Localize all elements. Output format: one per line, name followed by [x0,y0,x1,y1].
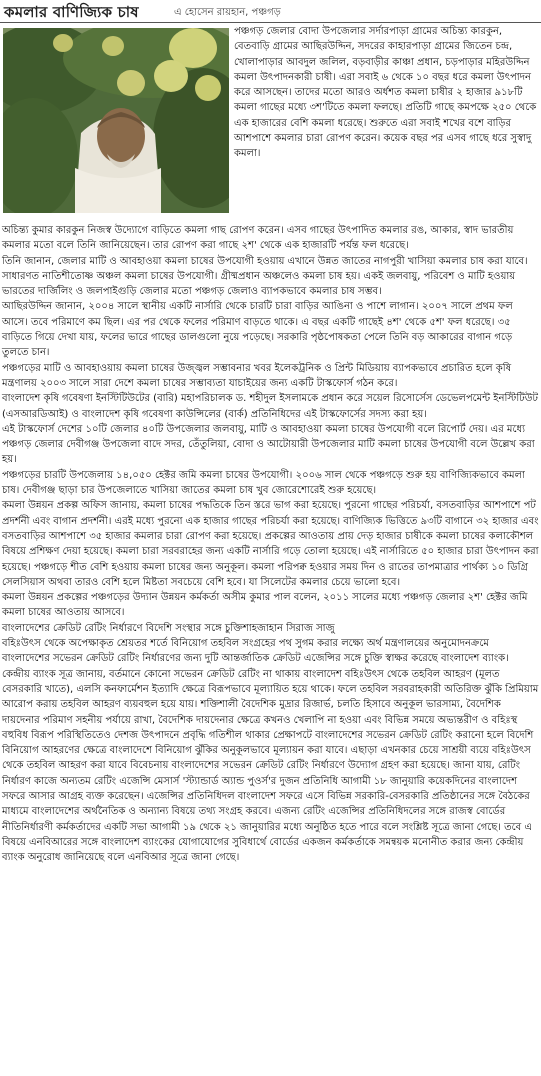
body-paragraph: তিনি জানান, জেলার মাটি ও আবহাওয়া কমলা চাষের উপযোগী হওয়ায় এখানে উন্নত জাতের নাগপুরী খাসিয়া কমলার চাষ করা যাবে। সাধারণত নাতিশীতোষ্ণ অঞ্চল কমলা চাষের উপযোগী। গ্রীষ্মপ্রধান অঞ্চলেও কমলা চাষ হয়। একই জলবায়ু, পরিবেশ ও মাটি হওয়ায় ভারতের দার্জিলিং ও জলপাইগুড়ি জেলার মতো পঞ্চগড় জেলাও ব্যাপকভাবে কমলার চাষ সম্ভব। [2,255,528,298]
body-paragraph: বহিঃউৎস থেকে অপেক্ষাকৃত শ্রেয়তর শর্তে বিনিয়োগ তহবিল সংগ্রহের পথ সুগম করার লক্ষ্যে অর্থ মন্ত্রণালয়ের অনুমোদনক্রমে বাংলাদেশের সভেরন ক্রেডিট রেটিং নির্ধারণের জন্য দুটি আন্তর্জাতিক ক্রেডিট এজেন্সির সঙ্গে চুক্তি স্বাক্ষর করেছে বাংলাদেশ ব্যাংক। কেন্দ্রীয় ব্যাংক সূত্র জানায়, বর্তমানে কোনো সভেরন ক্রেডিট রেটিং না থাকায় বাংলাদেশ বহিঃউৎস থেকে তহবিল আহরণ (মূলত বেসরকারি খাতে), এলসি কনফার্মেশন ইত্যাদি ক্ষেত্রে বিরূপভাবে মূল্যায়িত হয়ে থাকে। ফলে তহবিল সরবরাহকারী অতিরিক্ত ঝুঁকি প্রিমিয়াম আরোপ করায় তহবিল আহরণ ব্যয়বহুল হয়ে যায়। শক্তিশালী বৈদেশিক মুদ্রার রিজার্ভ, চলতি হিসাবে অনুকূল ভারসাম্য, বৈদেশিক দায়দেনার পরিমাণ সহনীয় পর্যায়ে রাখা, বৈদেশিক দায়দেনার ক্ষেত্রে কখনও খেলাপি না হওয়া এবং বিভিন্ন সময়ে অভ্যন্তরীণ ও বহিঃস্থ বহুবিধ বিরূপ পরিস্থিতিতেও দেশজ উৎপাদনে প্রবৃদ্ধি গতিশীল থাকার প্রেক্ষাপটে বাংলাদেশের সভেরন ক্রেডিট রেটিং করানো হলে বিদেশি বিনিয়োগ আহরণের ক্ষেত্রে বাংলাদেশে বিনিয়োগ ঝুঁকির অনুকূলভাবে মূল্যায়ন করা যাবে। এছাড়া এখনকার চেয়ে সাশ্রয়ী ব্যয়ে বহিঃউৎস থেকে তহবিল আহরণ করা যাবে বিবেচনায় বাংলাদেশের সভেরন ক্রেডিট রেটিং নির্ধারণে উদ্যোগ গ্রহণ করা হয়েছে। জানা যায়, রেটিং নির্ধারণ কাজে অন্যতম রেটিং এজেন্সি মেসার্স 'স্ট্যান্ডার্ড অ্যান্ড পুওর্স'র দুজন প্রতিনিধি আগামী ১৮ জানুয়ারি কয়েকদিনের বাংলাদেশ সফরে আসার আগ্রহ ব্যক্ত করেছেন। এজেন্সির প্রতিনিধিদল বাংলাদেশ সফরে এসে বিভিন্ন সরকারি-বেসরকারি প্রতিষ্ঠানের সঙ্গে বৈঠকের মাধ্যমে বাংলাদেশের অর্থনৈতিক ও অন্যান্য বিষয়ে তথ্য সংগ্রহ করবে। এজন্য রেটিং এজেন্সির প্রতিনিধিদলের সঙ্গে রাজস্ব বোর্ডের নীতিনির্ধারণী কর্মকর্তাদের একটি সভা আগামী ১৯ থেকে ২১ জানুয়ারির মধ্যে অনুষ্ঠিত হতে পারে বলে সংশ্লিষ্ট সূত্রে জানা গেছে। তবে এ বিষয়ে এনবিআরের সঙ্গে বাংলাদেশ ব্যাংকের যোগাযোগের সুবিধার্থে বোর্ডের একজন কর্মকর্তাকে সমন্বয়ক মনোনীত করার জন্য কেন্দ্রীয় ব্যাংক অনুরোধ জানিয়েছে বলে এনবিআর সূত্রে জানা গেছে। [2,638,539,864]
second-article-headline: বাংলাদেশের ক্রেডিট রেটিং নির্ধারণে বিদেশি সংস্থার সঙ্গে চুক্তিশাহজাহান সিরাজ সাজু [2,622,335,634]
orange-tree-farmer-photo [3,28,229,213]
body-paragraph: এই টাস্কফোর্স দেশের ১০টি জেলার ৪০টি উপজেলার জলবায়ু, মাটি ও আবহাওয়া কমলা চাষের উপযোগী বলে রিপোর্ট দেয়। এর মধ্যে পঞ্চগড় জেলার দেবীগঞ্জ উপজেলা বাদে সদর, তেঁতুলিয়া, বোদা ও আটোয়ারী উপজেলার মাটি কমলা চাষের উপযোগী বলে উল্লেখ করা হয়। [2,423,535,466]
intro-text-column [234,24,539,162]
body-paragraph: কমলা উন্নয়ন প্রকল্প অফিস জানায়, কমলা চাষের পদ্ধতিকে তিন স্তরে ভাগ করা হয়েছে। পুরনো গাছের পরিচর্যা, বসতবাড়ির আশপাশে পট প্রদর্শনী এবং বাগান প্রদর্শনী। এরই মধ্যে পুরনো এক হাজার গাছের পরিচর্যা করা হয়েছে। বাণিজ্যিক ভিত্তিতে ৯৩টি বাগানে ৩২ হাজার এবং বসতবাড়ির আশপাশে ৩৫ হাজার কমলার চারা রোপণ করা হয়েছে। প্রকল্পের আওতায় প্রায় দেড় হাজার চাষীকে কমলা চাষের কলাকৌশল বিষয়ে প্রশিক্ষণ দেয়া হয়েছে। কমলা চারা সরবরাহের জন্য একটি নার্সারি গড়ে তোলা হয়েছে। এই নার্সারিতে ৫০ হাজার চারা উৎপাদন করা হয়েছে। পঞ্চগড়ে শীত বেশি হওয়ায় কমলা চাষের জন্য অনুকূল। কমলা পরিপক্ব হওয়ার সময় দিন ও রাতের তাপমাত্রার পার্থক্য ১০ ডিগ্রি সেলসিয়াস অথবা তারও বেশি হলে মিষ্টতা সবচেয়ে বেশি হবে। যা সিলেটের কমলার চেয়ে ভালো হবে। [2,500,539,588]
body-paragraph: কমলা উন্নয়ন প্রকল্পের পঞ্চগড়ের উদ্যান উন্নয়ন কর্মকর্তা অসীম কুমার পাল বলেন, ২০১১ সালের মধ্যে পঞ্চগড় জেলার ২শ' হেক্টর জমি কমলা চাষের আওতায় আসবে। [2,592,528,619]
article-body [2,223,539,865]
article-header [0,0,541,23]
body-paragraph: অচিন্ত্য কুমার কারকুন নিজস্ব উদ্যোগে বাড়িতে কমলা গাছ রোপণ করেন। এসব গাছের উৎপাদিত কমলার রঙ, আকার, স্বাদ ভারতীয় কমলার মতো বলে তিনি জানিয়েছেন। তার রোপণ করা গাছে ২শ' থেকে এক হাজারটি পর্যন্ত ফল ধরেছে। [2,225,514,252]
body-paragraph: পঞ্চগড়ের মাটি ও আবহাওয়ায় কমলা চাষের উজ্জ্বল সম্ভাবনার খবর ইলেকট্রনিক ও প্রিন্ট মিডিয়ায় ব্যাপকভাবে প্রচারিত হলে কৃষি মন্ত্রণালয় ২০০৩ সালে সারা দেশে কমলা চাষের সম্ভাব্যতা যাচাইয়ের জন্য একটি টাস্কফোর্স গঠন করে। [2,362,512,389]
body-paragraph: আছিরউদ্দিন জানান, ২০০৪ সালে স্থানীয় একটি নার্সারি থেকে চারটি চারা বাড়ির আঙিনা ও পাশে লাগান। ২০০৭ সালে প্রথম ফল আসে। তবে পরিমাণে কম ছিল। এর পর থেকে ফলের পরিমাণ বাড়তে থাকে। এ বছর একটি গাছেই ৪শ' থেকে ৫শ' ফল ধরেছে। ৩৫ বাড়িতে গিয়ে দেখা যায়, ফলের ভারে গাছের ডালগুলো নুয়ে পড়েছে। সরকারি পৃষ্ঠপোষকতা পেলে তিনি বড় আকারের বাগান গড়ে তুলতে চান। [2,301,513,359]
article-byline: এ হোসেন রায়হান, পঞ্চগড় [174,7,281,18]
article-title: কমলার বাণিজ্যিক চাষ [4,3,139,21]
body-paragraph: বাংলাদেশ কৃষি গবেষণা ইনস্টিটিউটের (বারি) মহাপরিচালক ড. শহীদুল ইসলামকে প্রধান করে সয়েল রিসোর্সেস ডেভেলপমেন্ট ইনস্টিটিউট (এসআরডিআই) ও বাংলাদেশ কৃষি গবেষণা কাউন্সিলের (বার্ক) প্রতিনিধিদের এই টাস্কফোর্সের সদস্য করা হয়। [2,393,538,420]
body-paragraph: পঞ্চগড়ের চারটি উপজেলায় ১৪,০৫০ হেক্টর জমি কমলা চাষের উপযোগী। ২০০৬ সাল থেকে পঞ্চগড়ে শুরু হয় বাণিজ্যিকভাবে কমলা চাষ। দেবীগঞ্জ ছাড়া চার উপজেলাতে খাসিয়া জাতের কমলা চাষ খুব জোরেশোরেই শুরু হয়েছে। [2,469,525,497]
intro-paragraph: পঞ্চগড় জেলার বোদা উপজেলার সর্দারপাড়া গ্রামের অচিন্ত্য কারকুন, বেতবাড়ি গ্রামের আছিরউদ্দিন, সদরের কাহারপাড়া গ্রামের জিতেন চন্দ্র, খোলাপাড়ার আবদুল জলিল, বড়বাড়ীর কাঞ্চা প্রধান, চড়পাড়ার মহিরউদ্দিন কমলা উৎপাদনকারী চাষী। এরা সবাই ৬ থেকে ১০ বছর ধরে কমলা উৎপাদন করে আসছেন। তাদের মতো আরও অর্ধশত কমলা চাষীর ২ হাজার ৯১৮টি কমলা গাছের মধ্যে ৩শ'টিতে কমলা ফলছে। প্রতিটি গাছে কমপক্ষে ২৫০ থেকে এক হাজারের বেশি কমলা ধরেছে। শুরুতে এরা সবাই শখের বশে বাড়ির আশপাশে কমলার চারা রোপণ করেন। কয়েক বছর পর এসব গাছে ধরে সুস্বাদু কমলা। [234,26,537,160]
